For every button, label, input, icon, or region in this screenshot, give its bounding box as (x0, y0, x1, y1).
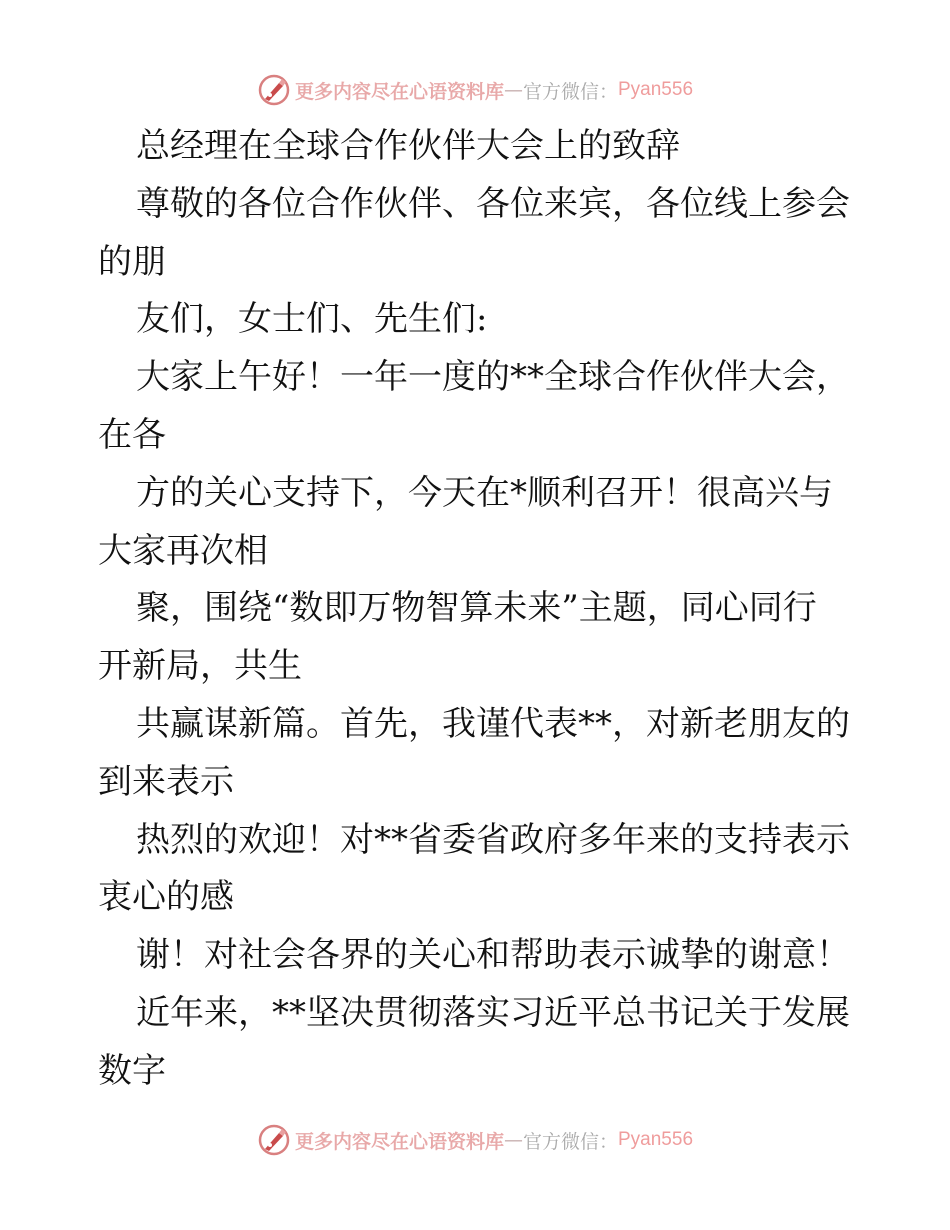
text-line: 方的关心支持下，今天在*顺利召开！很高兴与 (136, 472, 833, 513)
text-line: 友们，女士们、先生们: (136, 299, 488, 340)
text-line: 大家上午好！一年一度的**全球合作伙伴大会， (136, 357, 850, 398)
banner-wechat-id: Pyan556 (618, 1129, 694, 1150)
banner-wechat-id: Pyan556 (618, 79, 694, 100)
text-line: 的朋 (98, 241, 166, 282)
text-line: 尊敬的各位合作伙伴、各位来宾，各位线上参会 (136, 183, 850, 224)
text-line: 大家再次相 (98, 530, 268, 571)
banner-brand-text: 更多内容尽在心语资料库 (294, 80, 504, 103)
text-line: 开新局，共生 (98, 646, 302, 687)
banner-separator: — (503, 1129, 523, 1151)
text-line: 谢！对社会各界的关心和帮助表示诚挚的谢意！ (136, 935, 850, 976)
text-line: 热烈的欢迎！对**省委省政府多年来的支持表示 (136, 819, 850, 860)
banner-official-label: 官方微信： (522, 1130, 618, 1153)
document-title: 总经理在全球合作伙伴大会上的致辞 (136, 126, 680, 166)
banner-separator: — (503, 79, 523, 101)
footer-banner (0, 1120, 950, 1160)
text-line: 到来表示 (98, 761, 234, 802)
banner-brand-text: 更多内容尽在心语资料库 (294, 1130, 504, 1153)
text-line: 近年来，**坚决贯彻落实习近平总书记关于发展 (136, 992, 850, 1033)
document-body (98, 118, 858, 1101)
text-line: 在各 (98, 414, 166, 455)
text-line: 衷心的感 (98, 877, 234, 918)
pen-logo-icon (257, 1123, 291, 1157)
text-line: 聚，围绕“数即万物智算未来”主题，同心同行 (136, 588, 817, 629)
header-banner (0, 70, 950, 110)
pen-logo-icon (257, 73, 291, 107)
text-line: 数字 (98, 1050, 166, 1091)
banner-official-label: 官方微信： (522, 80, 618, 103)
text-line: 共赢谋新篇。首先，我谨代表**，对新老朋友的 (136, 703, 850, 744)
